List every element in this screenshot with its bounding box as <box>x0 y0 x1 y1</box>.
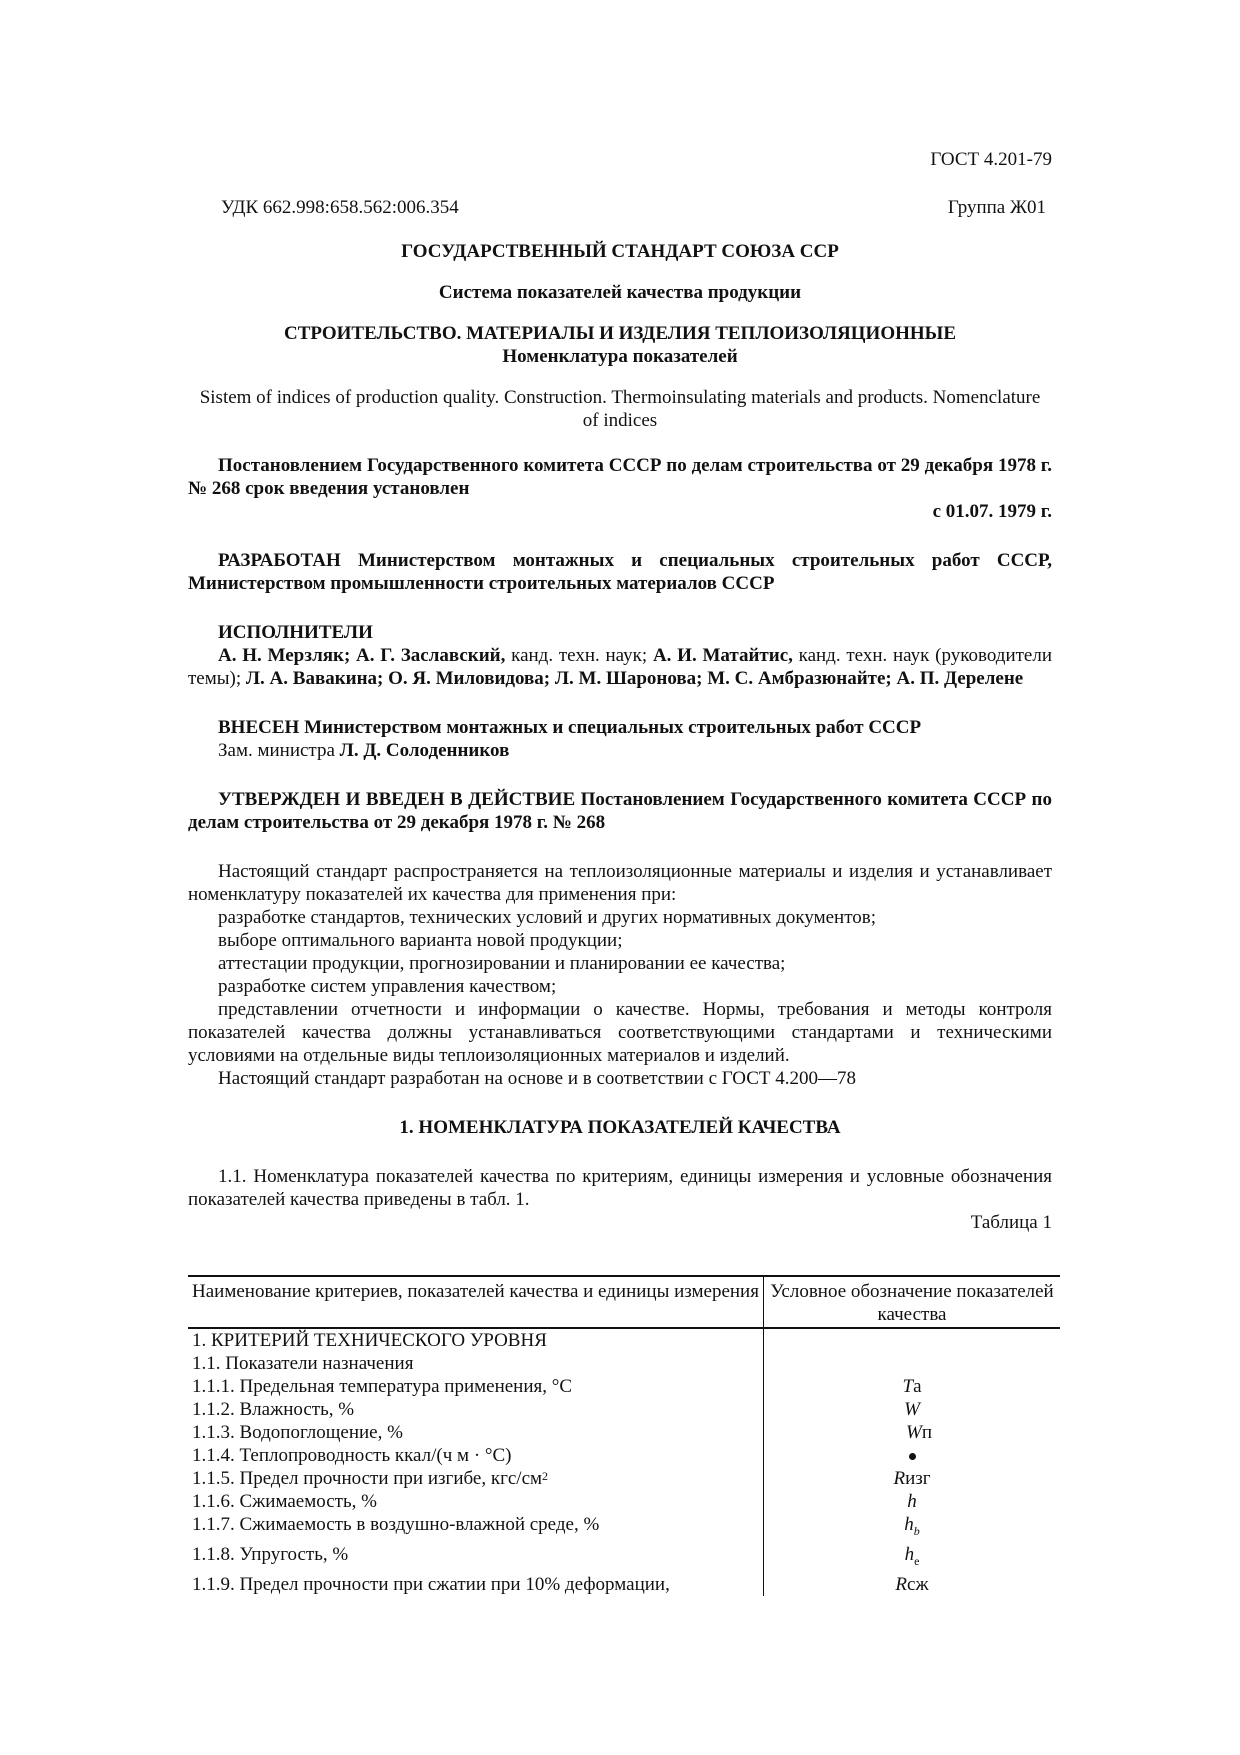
udk-code: УДК 662.998:658.562:006.354 <box>221 197 459 218</box>
approved-label: УТВЕРЖДЕН И ВВЕДЕН В ДЕЙСТВИЕ <box>218 789 576 810</box>
intro-paragraph: Настоящий стандарт распространяется на теплоизоляционные материалы и изделия и устанавливает номенклатуру показателей их качества для применения при: <box>188 861 1052 905</box>
decree-text: Постановлением Государственного комитета СССР по делам строительства от 29 декабря 1978 г. № 268 срок введения установлен <box>188 455 1052 499</box>
introduced-text: Министерством монтажных и специальных строительных работ СССР <box>304 717 922 738</box>
section-paragraph: 1.1. Номенклатура показателей качества по критериям, единицы измерения и условные обозначения показателей качества приведены в табл. 1. <box>188 1166 1052 1210</box>
gost-number: ГОСТ 4.201-79 <box>930 149 1052 170</box>
approved-text: Постановлением Государственного комитета СССР по делам строительства от 29 декабря 1978 г. № 268 <box>188 789 1053 833</box>
table-row <box>188 1444 1060 1467</box>
row-name: 1.1.8. Упругость, % <box>188 1543 764 1573</box>
row-name: 1.1. Показатели назначения <box>188 1352 764 1375</box>
table-row <box>188 1328 1060 1352</box>
row-name: 1.1.2. Влажность, % <box>188 1398 764 1421</box>
row-symbol <box>764 1444 1061 1467</box>
developed-label: РАЗРАБОТАН <box>218 550 341 571</box>
col-symbol-header: Условное обозначение показателей качества <box>764 1276 1061 1328</box>
row-name: 1.1.7. Сжимаемость в воздушно-влажной среде, % <box>188 1513 764 1543</box>
introduced-paragraph <box>188 716 1052 739</box>
indicators-table <box>188 1275 1060 1596</box>
deputy-line <box>188 739 1052 762</box>
main-title: СТРОИТЕЛЬСТВО. МАТЕРИАЛЫ И ИЗДЕЛИЯ ТЕПЛОИЗОЛЯЦИОННЫЕ <box>283 323 956 344</box>
row-symbol: Rизг <box>893 1468 931 1489</box>
subtitle: Номенклатура показателей <box>502 346 738 367</box>
developed-paragraph <box>188 549 1052 595</box>
list-item: аттестации продукции, прогнозировании и планировании ее качества; <box>218 953 786 974</box>
row-symbol: $h_e$ <box>904 1543 920 1568</box>
row-symbol: $h_b$ <box>904 1514 920 1538</box>
table-row <box>188 1398 1060 1421</box>
table-row <box>188 1352 1060 1375</box>
table-row <box>188 1543 1060 1573</box>
performer-degree-1: канд. техн. наук; <box>505 645 653 666</box>
row-symbol: Rсж <box>895 1573 929 1595</box>
row-name: 1.1.6. Сжимаемость, % <box>188 1490 764 1513</box>
row-symbol <box>764 1328 1061 1352</box>
row-name: 1.1.3. Водопоглощение, % <box>188 1421 764 1444</box>
approved-paragraph <box>188 788 1052 834</box>
group-code: Группа Ж01 <box>947 197 1046 218</box>
row-symbol: Wп <box>906 1422 932 1443</box>
introduced-label: ВНЕСЕН <box>218 717 300 738</box>
table-row <box>188 1513 1060 1543</box>
udk-row <box>221 196 1046 219</box>
list-item-last: представлении отчетности и информации о качестве. Нормы, требования и методы контроля показателей качества должны устанавливаться соответствующими стандартами и техническими условиями на отдельные виды теплоизоляционных материалов и изделий. <box>188 999 1052 1066</box>
performers-label: ИСПОЛНИТЕЛИ <box>218 622 373 643</box>
row-name: 1. КРИТЕРИЙ ТЕХНИЧЕСКОГО УРОВНЯ <box>188 1328 764 1352</box>
developed-text: Министерством монтажных и специальных строительных работ СССР, Министерством промышленности строительных материалов СССР <box>188 550 1052 594</box>
row-name: 1.1.1. Предельная температура применения, °С <box>188 1375 764 1398</box>
english-title: Sistem of indices of production quality. Construction. Thermoinsulating materials and products. Nomenclature of indices <box>199 387 1041 431</box>
deputy-name: Л. Д. Солоденников <box>339 740 510 761</box>
performer-names-2: А. И. Матайтис, <box>652 645 793 666</box>
row-symbol: Tа <box>902 1376 922 1397</box>
performer-names-1: А. Н. Мерзляк; А. Г. Заславский, <box>218 645 506 666</box>
table-row <box>188 1573 1060 1596</box>
table-header-row <box>188 1276 1060 1328</box>
row-name: 1.1.4. Теплопроводность ккал/(ч м · °С) <box>188 1444 764 1467</box>
section-heading: 1. НОМЕНКЛАТУРА ПОКАЗАТЕЛЕЙ КАЧЕСТВА <box>399 1117 841 1138</box>
list-item: разработке стандартов, технических условий и других нормативных документов; <box>218 907 877 928</box>
table-row <box>188 1467 1060 1490</box>
row-symbol <box>764 1352 1061 1375</box>
list-item: выборе оптимального варианта новой продукции; <box>218 930 623 951</box>
table-label: Таблица 1 <box>970 1212 1052 1233</box>
basis-paragraph: Настоящий стандарт разработан на основе и в соответствии с ГОСТ 4.200—78 <box>218 1068 857 1089</box>
row-symbol: h <box>907 1491 917 1512</box>
table-row <box>188 1421 1060 1444</box>
table-row <box>188 1490 1060 1513</box>
col-name-header: Наименование критериев, показателей качества и единицы измерения <box>188 1276 764 1328</box>
performers-list <box>188 644 1052 690</box>
row-symbol: W <box>904 1399 920 1420</box>
deputy-prefix: Зам. министра <box>218 740 340 761</box>
system-title: Система показателей качества продукции <box>438 282 802 303</box>
table-row <box>188 1375 1060 1398</box>
performer-names-rest: Л. А. Вавакина; О. Я. Миловидова; Л. М. Шаронова; М. С. Амбразюнайте; А. П. Дерелене <box>245 668 1024 689</box>
performer-degree-2: канд. техн. наук (руководители темы); <box>188 645 1053 689</box>
row-name: 1.1.5. Предел прочности при изгибе, кгс/$см^2$ <box>188 1467 764 1490</box>
decree-date: с 01.07. 1979 г. <box>932 501 1052 522</box>
list-item: разработке систем управления качеством; <box>218 976 557 997</box>
state-standard-title: ГОСУДАРСТВЕННЫЙ СТАНДАРТ СОЮЗА ССР <box>401 241 839 262</box>
lambda-symbol-icon <box>909 1453 916 1460</box>
row-name: 1.1.9. Предел прочности при сжатии при 10% деформации, <box>188 1573 764 1596</box>
